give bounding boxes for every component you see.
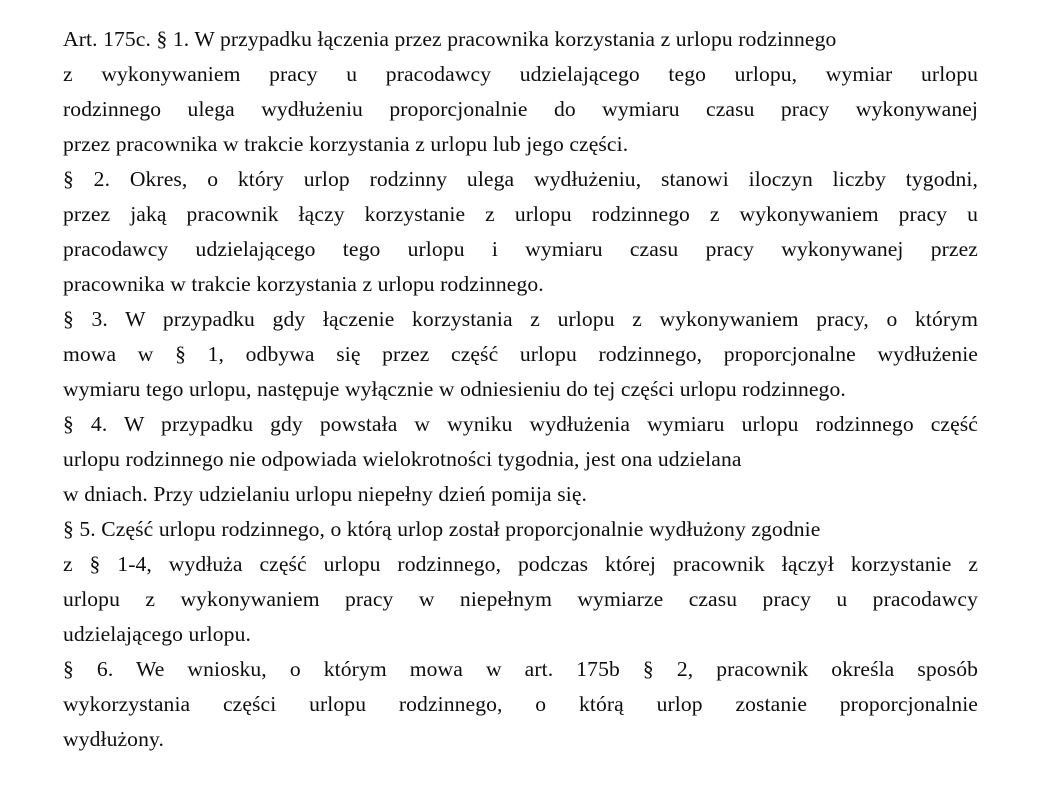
art-175c-par-3: [63, 302, 978, 407]
art-175c-par-4: [63, 407, 978, 512]
text-line: wydłużony.: [63, 727, 164, 751]
text-line: urlopu z wykonywaniem pracy w niepełnym wymiarze czasu pracy u pracodawcy: [63, 587, 978, 611]
text-line: z wykonywaniem pracy u pracodawcy udzielającego tego urlopu, wymiar urlopu: [63, 62, 978, 86]
text-line: § 5. Część urlopu rodzinnego, o którą urlop został proporcjonalnie wydłużony zgodnie: [63, 517, 821, 541]
text-line: przez pracownika w trakcie korzystania z urlopu lub jego części.: [63, 132, 629, 156]
art-175c-par-2: [63, 162, 978, 302]
text-line: przez jaką pracownik łączy korzystanie z urlopu rodzinnego z wykonywaniem pracy u: [63, 202, 978, 226]
text-line: § 2. Okres, o który urlop rodzinny ulega wydłużeniu, stanowi iloczyn liczby tygodni,: [63, 167, 978, 191]
text-line: pracownika w trakcie korzystania z urlopu rodzinnego.: [63, 272, 544, 296]
text-line: wykorzystania części urlopu rodzinnego, o którą urlop zostanie proporcjonalnie: [63, 692, 978, 716]
art-175c-par-6: [63, 652, 978, 757]
art-175c-par-5: [63, 512, 978, 652]
text-line: rodzinnego ulega wydłużeniu proporcjonalnie do wymiaru czasu pracy wykonywanej: [63, 97, 978, 121]
text-line: § 4. W przypadku gdy powstała w wyniku wydłużenia wymiaru urlopu rodzinnego część: [63, 412, 978, 436]
art-175c-par-1: [63, 22, 978, 162]
text-line: z § 1-4, wydłuża część urlopu rodzinnego, podczas której pracownik łączył korzystanie z: [63, 552, 978, 576]
text-line: pracodawcy udzielającego tego urlopu i wymiaru czasu pracy wykonywanej przez: [63, 237, 978, 261]
text-line: udzielającego urlopu.: [63, 622, 251, 646]
text-line: § 6. We wniosku, o którym mowa w art. 175b § 2, pracownik określa sposób: [63, 657, 978, 681]
text-line: wymiaru tego urlopu, następuje wyłącznie w odniesieniu do tej części urlopu rodzinnego.: [63, 377, 846, 401]
text-line: w dniach. Przy udzielaniu urlopu niepełny dzień pomija się.: [63, 482, 588, 506]
text-line: mowa w § 1, odbywa się przez część urlopu rodzinnego, proporcjonalne wydłużenie: [63, 342, 978, 366]
text-line: § 3. W przypadku gdy łączenie korzystania z urlopu z wykonywaniem pracy, o którym: [63, 307, 978, 331]
text-line: Art. 175c. § 1. W przypadku łączenia przez pracownika korzystania z urlopu rodzinnego: [63, 27, 837, 51]
text-line: urlopu rodzinnego nie odpowiada wielokrotności tygodnia, jest ona udzielana: [63, 447, 742, 471]
